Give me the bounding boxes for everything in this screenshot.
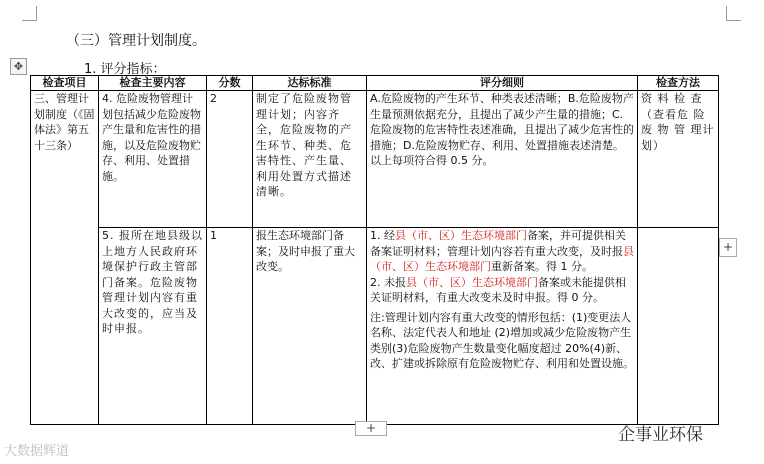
header-rules: 评分细则 xyxy=(367,76,638,91)
main-content-cell: 4. 危险废物管理计划包括减少危险废物产生量和危害性的措施，以及危险废物贮存、利用、处置措施。 xyxy=(99,91,207,228)
method-cell: 资 料 检 查（查看危 险 废 物 管 理计划） xyxy=(638,91,719,228)
method-cell xyxy=(638,228,719,425)
watermark-left: 大数据辉道 xyxy=(4,444,70,459)
score-cell: 2 xyxy=(207,91,253,228)
table-row xyxy=(31,91,719,228)
standard-cell: 制定了危险废物管理计划；内容齐全，危险废物的产生环节、种类、危害特性、产生量、利用处置方式描述清晰。 xyxy=(253,91,367,228)
table-header-row xyxy=(31,76,719,91)
authority-highlight: 县（市、区）生态环境部门 xyxy=(406,275,538,289)
authority-highlight: 县（市、区）生态环境部门 xyxy=(370,244,634,273)
page-corner-mark xyxy=(726,6,741,21)
check-item-cell: 三、管理计划制度（《固体法》第五十三条） xyxy=(31,91,99,425)
table-move-handle-icon[interactable]: ✥ xyxy=(10,58,27,75)
rules-text: A.危险废物的产生环节、种类表述清晰；B.危险废物产生量预测依据充分，且提出了减少产生量的措施；C.危险废物的危害特性表述准确，且提出了减少危害性的措施；D.危险废物贮存、利用、处置措施表述清楚。 xyxy=(370,92,634,152)
authority-highlight: 县（市、区）生态环境部门 xyxy=(395,229,527,242)
add-column-button[interactable]: + xyxy=(719,238,737,257)
score-cell: 1 xyxy=(207,228,253,425)
header-method: 检查方法 xyxy=(638,76,719,91)
table-row xyxy=(31,228,719,425)
rule-item-2: 2. 未报县（市、区）生态环境部门备案或未能提供相关证明材料，有重大改变未及时申报。得 0 分。 xyxy=(370,275,626,304)
rules-score-note: 以上每项符合得 0.5 分。 xyxy=(370,154,494,167)
standard-cell: 报生态环境部门备案；及时申报了重大改变。 xyxy=(253,228,367,425)
section-heading: （三）管理计划制度。 xyxy=(66,33,206,49)
add-row-button[interactable]: + xyxy=(355,421,387,436)
header-score: 分数 xyxy=(207,76,253,91)
scoring-table xyxy=(30,75,719,425)
header-standard: 达标标准 xyxy=(253,76,367,91)
scoring-indicator-heading: 1. 评分指标： xyxy=(84,62,166,77)
rule-note: 注:管理计划内容有重大改变的情形包括：(1)变更法人名称、法定代表人和地址 (2)增加或减少危险废物产生类别(3)危险废物产生数量变化幅度超过 20%(4)新、改、扩建或拆除原有危险废物贮存、利用和处置设施。 xyxy=(370,310,634,370)
rule-item-1: 1. 经县（市、区）生态环境部门备案，并可提供相关备案证明材料；管理计划内容若有重大改变，及时报县（市、区）生态环境部门重新备案。得 1 分。 xyxy=(370,229,634,273)
rules-cell xyxy=(367,228,638,425)
rules-cell xyxy=(367,91,638,228)
header-check-item: 检查项目 xyxy=(31,76,99,91)
main-content-cell: 5. 报所在地县级以上地方人民政府环境保护行政主管部门备案。危险废物管理计划内容有重大改变的，应当及时申报。 xyxy=(99,228,207,425)
header-main-content: 检查主要内容 xyxy=(99,76,207,91)
watermark-right: 企事业环保 xyxy=(618,425,703,445)
page-corner-mark xyxy=(22,6,37,21)
